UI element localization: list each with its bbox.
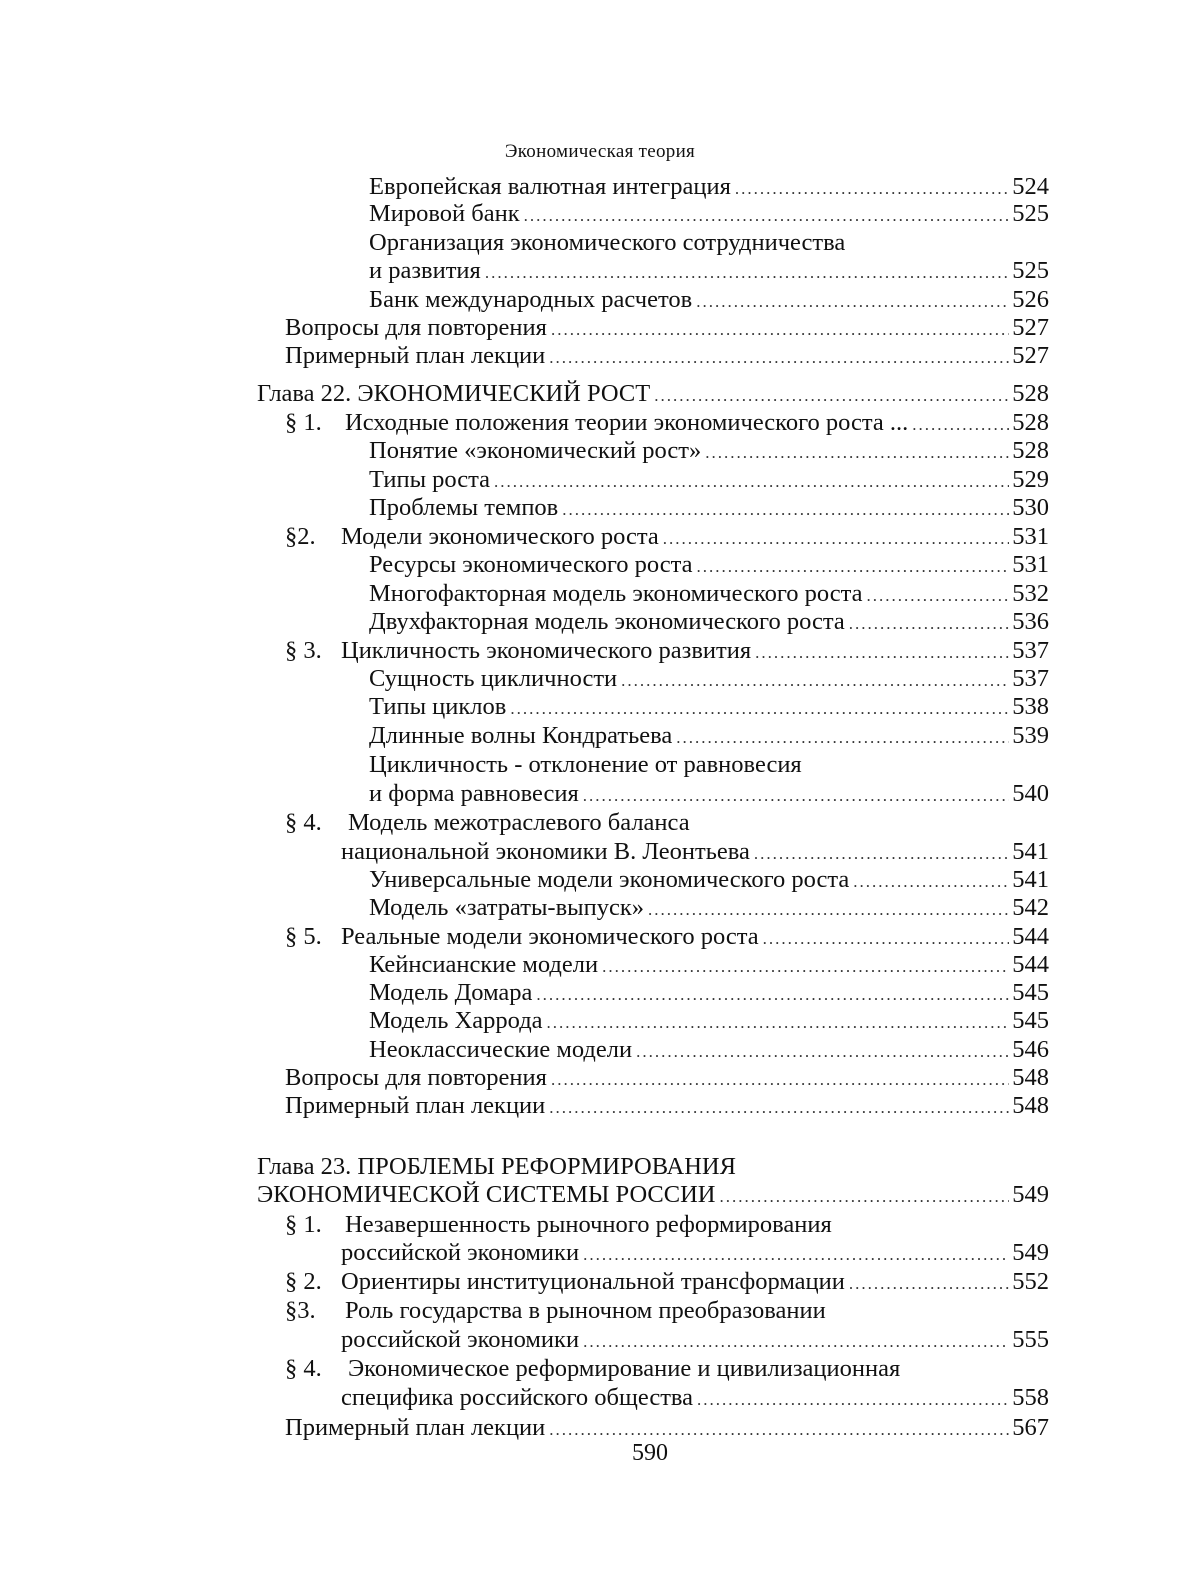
toc-entry [369,200,1049,228]
toc-entry-title: российской экономики [341,1239,580,1266]
toc-page-number: 544 [1012,951,1049,978]
toc-entry [369,229,845,257]
toc-entry [285,523,1049,551]
toc-entry [369,780,1049,808]
dot-leader [648,900,1009,920]
toc-page-number: 527 [1012,314,1049,341]
toc-page-number: 524 [1012,173,1049,200]
dot-leader [583,1245,1009,1265]
toc-page-number: 532 [1012,580,1049,607]
toc-page-number: 528 [1012,380,1049,407]
toc-entry [285,1211,832,1239]
toc-entry [341,1384,1049,1412]
dot-leader [549,1420,1009,1440]
dot-leader [696,292,1009,312]
dot-leader [549,1098,1009,1118]
toc-entry-title: Примерный план лекции [285,1414,546,1441]
toc-page-number: 558 [1012,1384,1049,1411]
toc-page-number: 546 [1012,1036,1049,1063]
section-number: § 1. [285,409,322,436]
toc-entry-title: Примерный план лекции [285,1092,546,1119]
toc-entry [285,409,1049,437]
toc-entry [369,580,1049,608]
dot-leader [676,728,1009,748]
toc-entry [257,1181,1049,1209]
dot-leader [602,957,1009,977]
toc-entry [257,1153,736,1181]
toc-entry [369,979,1049,1007]
toc-entry [369,894,1049,922]
toc-entry-title: ЭКОНОМИЧЕСКОЙ СИСТЕМЫ РОССИИ [257,1181,716,1208]
toc-entry-title: Глава 23. ПРОБЛЕМЫ РЕФОРМИРОВАНИЯ [257,1153,736,1180]
dot-leader [663,529,1010,549]
running-header: Экономическая теория [504,141,696,162]
dot-leader [551,320,1009,340]
dot-leader [735,179,1009,199]
toc-entry [341,1239,1049,1267]
toc-entry-title: Проблемы темпов [369,494,559,521]
toc-entry-title: Кейнсианские модели [369,951,599,978]
dot-leader [549,348,1009,368]
toc-page-number: 529 [1012,466,1049,493]
page-number: 590 [632,1440,668,1466]
toc-entry-title: Глава 22. ЭКОНОМИЧЕСКИЙ РОСТ [257,380,651,407]
dot-leader [849,614,1010,634]
toc-page-number: 530 [1012,494,1049,521]
toc-page-number: 536 [1012,608,1049,635]
toc-entry-title: и развития [369,257,481,284]
toc-entry [369,751,802,779]
dot-leader [510,699,1009,719]
toc-entry-title: Неоклассические модели [369,1036,633,1063]
toc-entry-title: Вопросы для повторения [285,1064,547,1091]
toc-page-number: 541 [1012,838,1049,865]
section-number: §2. [285,523,316,550]
toc-entry-title: Организация экономического сотрудничества [369,229,846,256]
dot-leader [547,1013,1010,1033]
section-number: § 2. [285,1268,322,1295]
dot-leader [536,985,1009,1005]
dot-leader [583,1332,1009,1352]
toc-entry-title: специфика российского общества [341,1384,694,1411]
toc-entry [285,637,1049,665]
toc-entry-title: национальной экономики В. Леонтьева [341,838,750,865]
section-number: § 4. [285,1355,322,1382]
dot-leader [763,929,1010,949]
toc-entry-title: Модель Харрода [369,1007,543,1034]
toc-page-number: 540 [1012,780,1049,807]
toc-page-number: 549 [1012,1239,1049,1266]
toc-entry [369,466,1049,494]
toc-entry-title: Цикличность - отклонение от равновесия [369,751,802,778]
toc-entry-title: Универсальные модели экономического роста [369,866,850,893]
dot-leader [697,1390,1009,1410]
toc-entry [369,665,1049,693]
toc-page-number: 528 [1012,409,1049,436]
toc-entry [285,1268,1049,1296]
toc-entry [369,1036,1049,1064]
toc-entry [369,722,1049,750]
dot-leader [755,643,1009,663]
toc-entry [369,437,1049,465]
dot-leader [654,386,1009,406]
dot-leader [524,206,1010,226]
toc-entry [285,314,1049,342]
dot-leader [621,671,1009,691]
toc-entry-title: Модель «затраты-выпуск» [369,894,644,921]
toc-page-number: 531 [1012,523,1049,550]
toc-page-number: 548 [1012,1064,1049,1091]
toc-entry-title: Типы циклов [369,693,507,720]
toc-page-number: 542 [1012,894,1049,921]
toc-entry-title: Модель Домара [369,979,533,1006]
toc-page-number: 552 [1012,1268,1049,1295]
dot-leader [551,1070,1009,1090]
dot-leader [485,263,1009,283]
toc-entry [341,838,1049,866]
dot-leader [697,557,1010,577]
dot-leader [705,443,1009,463]
dot-leader [562,500,1009,520]
toc-entry [285,1297,826,1325]
dot-leader [912,415,1009,435]
toc-page-number: 567 [1012,1414,1049,1441]
toc-entry-title: Ресурсы экономического роста [369,551,693,578]
toc-entry [369,494,1049,522]
toc-entry [285,809,690,837]
toc-entry-title: Сущность цикличности [369,665,618,692]
toc-entry-title: и форма равновесия [369,780,579,807]
toc-page-number: 525 [1012,257,1049,284]
section-number: § 4. [285,809,322,836]
toc-entry [257,380,1049,408]
toc-page-number: 531 [1012,551,1049,578]
toc-entry-title: Многофакторная модель экономического роста [369,580,863,607]
toc-entry [369,951,1049,979]
toc-entry-title: Модель межотраслевого баланса [348,809,690,836]
toc-entry [369,551,1049,579]
toc-page-number: 537 [1012,665,1049,692]
toc-entry-title: Цикличность экономического развития [341,637,752,664]
toc-page-number: 555 [1012,1326,1049,1353]
section-number: § 1. [285,1211,322,1238]
toc-page-number: 526 [1012,286,1049,313]
dot-leader [849,1274,1009,1294]
toc-page-number: 548 [1012,1092,1049,1119]
toc-page-number: 545 [1012,979,1049,1006]
section-number: § 3. [285,637,322,664]
toc-entry-title: Незавершенность рыночного реформирования [345,1211,832,1238]
dot-leader [636,1042,1009,1062]
toc-page-number: 539 [1012,722,1049,749]
toc-entry [285,1355,900,1383]
toc-entry-title: Типы роста [369,466,491,493]
toc-entry-title: Роль государства в рыночном преобразовании [345,1297,826,1324]
toc-entry [285,1064,1049,1092]
toc-entry [369,173,1049,201]
toc-page-number: 541 [1012,866,1049,893]
toc-entry [285,342,1049,370]
toc-page-number: 545 [1012,1007,1049,1034]
toc-entry [285,1414,1049,1442]
toc-entry [369,1007,1049,1035]
toc-entry-title: Реальные модели экономического роста [341,923,759,950]
toc-entry-title: Экономическое реформирование и цивилизационная [348,1355,901,1382]
toc-entry [369,257,1049,285]
dot-leader [583,786,1009,806]
dot-leader [754,844,1009,864]
toc-entry-title: Понятие «экономический рост» [369,437,702,464]
toc-entry-title: Ориентиры институциональной трансформации [341,1268,845,1295]
toc-entry-title: Длинные волны Кондратьева [369,722,673,749]
toc-entry [341,1326,1049,1354]
section-number: §3. [285,1297,316,1324]
toc-entry-title: Исходные положения теории экономического роста ... [345,409,909,436]
dot-leader [494,472,1009,492]
toc-page-number: 538 [1012,693,1049,720]
toc-page-number: 528 [1012,437,1049,464]
toc-page-number: 544 [1012,923,1049,950]
toc-entry-title: Модели экономического роста [341,523,659,550]
toc-entry-title: Банк международных расчетов [369,286,693,313]
dot-leader [720,1187,1010,1207]
toc-entry [369,608,1049,636]
toc-page-number: 549 [1012,1181,1049,1208]
toc-page-number: 537 [1012,637,1049,664]
toc-entry-title: российской экономики [341,1326,580,1353]
toc-entry [369,866,1049,894]
toc-entry-title: Двухфакторная модель экономического роста [369,608,845,635]
toc-entry [369,286,1049,314]
dot-leader [853,872,1009,892]
toc-page-number: 525 [1012,200,1049,227]
dot-leader [867,586,1010,606]
toc-entry-title: Мировой банк [369,200,520,227]
toc-entry [369,693,1049,721]
toc-entry [285,1092,1049,1120]
toc-entry-title: Примерный план лекции [285,342,546,369]
toc-entry-title: Европейская валютная интеграция [369,173,731,200]
section-number: § 5. [285,923,322,950]
toc-entry [285,923,1049,951]
toc-entry-title: Вопросы для повторения [285,314,547,341]
toc-page-number: 527 [1012,342,1049,369]
